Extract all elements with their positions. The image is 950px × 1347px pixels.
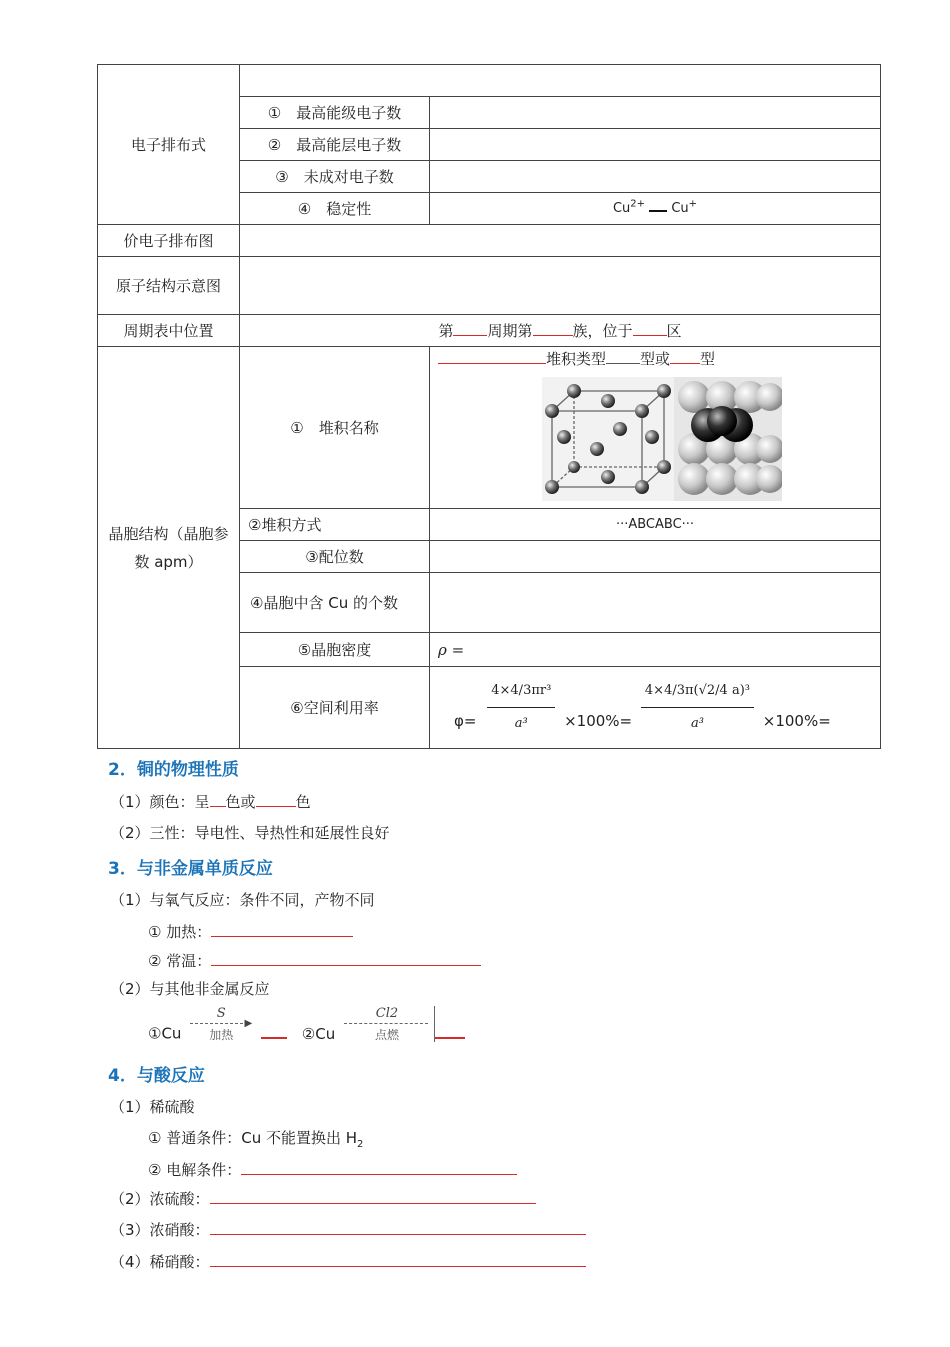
sub3-label: ③ 未成对电子数 — [240, 161, 430, 193]
color-blank-2 — [256, 790, 296, 807]
color-blank-1 — [210, 790, 226, 807]
electrolysis-blank — [241, 1158, 517, 1175]
normal-condition-text: ① 普通条件：Cu 不能置换出 H — [148, 1129, 358, 1147]
stack-name-blank — [438, 347, 546, 364]
sub2-label: ② 最高能层电子数 — [240, 129, 430, 161]
count-label: ④晶胞中含 Cu 的个数 — [240, 573, 430, 633]
stack-type-text-3: 型 — [700, 350, 716, 368]
sub1-label: ① 最高能级电子数 — [240, 97, 430, 129]
electrolysis-label: ② 电解条件： — [148, 1161, 242, 1179]
util-fraction-2 — [641, 677, 754, 738]
conc-nitric-blank — [210, 1218, 586, 1235]
cu-s-reactant: ①Cu — [148, 1024, 182, 1043]
stability-ion-a-charge: 2+ — [630, 198, 646, 210]
config-label: 电子排布式 — [98, 65, 240, 225]
stack-name-label: ① 堆积名称 — [240, 347, 430, 509]
other-nonmetal-line: （2）与其他非金属反应 — [110, 980, 270, 998]
block-blank — [633, 319, 667, 336]
heat-blank — [211, 920, 353, 937]
util-fraction-1 — [487, 677, 555, 738]
cell-label: 晶胞结构（晶胞参数 apm） — [98, 347, 240, 749]
stack-type-text-2: 型或 — [640, 350, 671, 368]
chlorine-reagent: Cl2 — [375, 1006, 399, 1021]
section-3-heading: 3．与非金属单质反应 — [108, 859, 273, 879]
chlorine-arrow-line — [344, 1023, 428, 1024]
sub4-label: ④ 稳定性 — [240, 193, 430, 225]
normal-condition-line — [148, 1127, 363, 1148]
valence-label: 价电子排布图 — [98, 225, 240, 257]
density-value: ρ = — [430, 633, 881, 667]
density-label: ⑤晶胞密度 — [240, 633, 430, 667]
color-text-1: （1）颜色：呈 — [110, 793, 210, 811]
period-text-4: 区 — [666, 321, 682, 340]
crystal-figure — [542, 377, 872, 501]
atomic-answer-cell — [240, 257, 881, 315]
period-text-3: 族，位于 — [572, 321, 633, 340]
conc-nitric-line — [110, 1218, 586, 1240]
atomic-label: 原子结构示意图 — [98, 257, 240, 315]
three-properties-line: （2）三性：导电性、导热性和延展性良好 — [110, 824, 390, 842]
util-denominator-2: a³ — [690, 716, 704, 731]
group-blank — [533, 319, 573, 336]
chlorine-condition: 点燃 — [374, 1028, 399, 1042]
stability-ion-a: Cu — [612, 200, 631, 216]
dilute-sulfuric-line: （1）稀硫酸 — [110, 1098, 195, 1116]
util-percent-1: ×100%= — [564, 712, 633, 730]
arrow-head-icon: ▶ — [244, 1018, 253, 1029]
color-line — [110, 790, 311, 812]
room-temp-blank — [211, 949, 481, 966]
stability-cell — [430, 193, 881, 225]
stack-type-blank-2 — [670, 347, 700, 364]
count-answer-cell — [430, 573, 881, 633]
nonmetal-reaction-line — [148, 1006, 465, 1043]
sub3-answer-cell — [430, 161, 881, 193]
util-label: ⑥空间利用率 — [240, 667, 430, 749]
oxygen-line: （1）与氧气反应：条件不同，产物不同 — [110, 891, 375, 909]
section-2-heading: 2．铜的物理性质 — [108, 760, 239, 780]
dilute-nitric-blank — [210, 1250, 586, 1267]
color-text-3: 色 — [295, 793, 311, 811]
util-phi: φ= — [454, 712, 477, 730]
period-answer-cell — [240, 315, 881, 347]
sulfur-reagent: S — [216, 1006, 226, 1021]
util-formula-cell — [430, 667, 881, 749]
dilute-nitric-line — [110, 1250, 586, 1272]
section-4-heading: 4．与酸反应 — [108, 1066, 205, 1086]
conc-sulfuric-blank — [210, 1187, 536, 1204]
period-text-1: 第 — [438, 321, 454, 340]
room-temp-label: ② 常温： — [148, 952, 212, 970]
room-temp-line — [148, 949, 481, 971]
sulfur-product-blank — [261, 1021, 287, 1039]
config-answer-cell — [240, 65, 881, 97]
heat-label: ① 加热： — [148, 923, 212, 941]
stack-type-blank-1 — [606, 349, 640, 364]
coord-label: ③配位数 — [240, 541, 430, 573]
conc-nitric-label: （3）浓硝酸： — [110, 1221, 210, 1239]
stability-ion-b-charge: + — [688, 198, 698, 210]
sulfur-arrow — [190, 1006, 252, 1042]
h2-subscript: 2 — [357, 1139, 364, 1150]
fcc-unit-cell-image — [542, 377, 782, 501]
util-numerator-1: 4×4/3πr³ — [487, 677, 555, 708]
util-denominator-1: a³ — [514, 716, 528, 731]
stack-type-text-1: 堆积类型 — [546, 350, 607, 368]
util-percent-2: ×100%= — [762, 712, 831, 730]
coord-answer-cell — [430, 541, 881, 573]
stability-ion-b: Cu — [671, 200, 689, 216]
stability-blank — [649, 196, 667, 212]
conc-sulfuric-line — [110, 1187, 536, 1209]
period-label: 周期表中位置 — [98, 315, 240, 347]
sulfur-condition: 加热 — [209, 1028, 234, 1042]
sub2-answer-cell — [430, 129, 881, 161]
chlorine-product-blank — [435, 1021, 465, 1039]
valence-answer-cell — [240, 225, 881, 257]
color-text-2: 色或 — [225, 793, 256, 811]
period-blank — [453, 319, 487, 336]
dilute-nitric-label: （4）稀硝酸： — [110, 1253, 210, 1271]
copper-property-table — [97, 64, 881, 749]
stack-method-value: ···ABCABC··· — [430, 509, 881, 541]
electrolysis-line — [148, 1158, 517, 1180]
util-numerator-2: 4×4/3π(√2/4 a)³ — [641, 677, 754, 708]
chlorine-arrow — [344, 1006, 430, 1042]
stack-method-label: ②堆积方式 — [240, 509, 430, 541]
heat-line — [148, 920, 353, 942]
sulfur-arrow-line — [190, 1023, 248, 1024]
period-text-2: 周期第 — [487, 321, 533, 340]
sub1-answer-cell — [430, 97, 881, 129]
conc-sulfuric-label: （2）浓硫酸： — [110, 1190, 210, 1208]
stack-name-cell — [430, 347, 881, 509]
cu-cl-reactant: ②Cu — [301, 1024, 336, 1043]
